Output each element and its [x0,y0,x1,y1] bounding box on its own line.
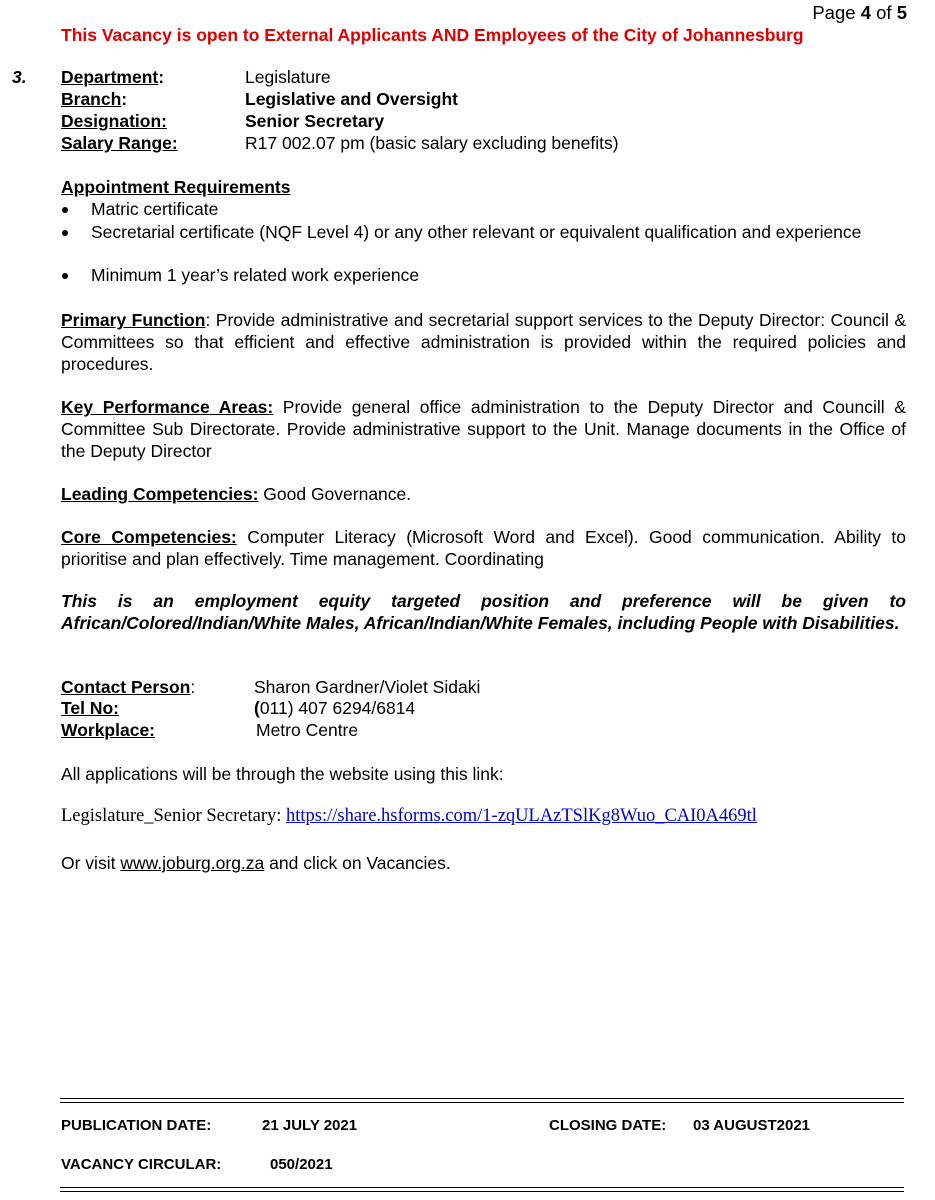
workplace-label: Workplace: [61,720,156,740]
applications-text: All applications will be through the website using this link: [61,764,504,784]
contact-person-value: Sharon Gardner/Violet Sidaki [254,677,481,697]
tel-label: Tel No: [61,698,120,718]
item-number: 3. [12,67,27,87]
leading-label: Leading Competencies: [61,484,259,504]
application-link-prefix: Legislature_Senior Secretary: [61,806,286,826]
designation-value: Senior Secretary [245,111,385,131]
department-label [61,67,164,88]
application-link-line [61,806,757,827]
visit-prefix: Or visit [61,853,121,873]
designation-label: Designation: [61,111,167,131]
page-current: 4 [860,2,871,23]
vacancy-circular-value: 050/2021 [270,1156,333,1173]
joburg-website-link[interactable]: www.joburg.org.za [120,853,265,873]
visit-suffix: and click on Vacancies. [264,853,451,873]
kpa-label: Key Performance Areas: [61,397,274,417]
page-of: of [876,2,892,23]
tel-value [254,698,415,719]
closing-date-value: 03 AUGUST2021 [693,1117,810,1134]
workplace-value: Metro Centre [256,720,359,740]
branch-label-text: Branch [61,89,122,109]
core-label: Core Competencies: [61,527,237,547]
primary-function-label: Primary Function [61,310,206,330]
closing-date-label: CLOSING DATE: [549,1117,667,1134]
vacancy-circular-label: VACANCY CIRCULAR: [61,1156,222,1173]
leading-text: Good Governance. [258,484,412,504]
footer-bottom-rule [60,1187,904,1188]
footer-bottom-rule-2 [60,1191,904,1192]
footer-top-rule [60,1098,904,1099]
application-link[interactable]: https://share.hsforms.com/1-zqULAzTSlKg8Wuo_CAI0A469tl [286,806,757,826]
tel-number: 011) 407 6294/6814 [259,698,416,718]
page-total: 5 [896,2,907,23]
equity-statement: This is an employment equity targeted position and preference will be given to African/Colored/Indian/White Males, African/Indian/White Females, including People with Disabilities. [61,591,906,633]
bullet-icon [62,273,68,279]
bullet-icon [62,207,68,213]
page-prefix: Page [812,2,856,23]
core-text: Computer Literacy (Microsoft Word and Excel). Good communication. Ability to prioritise and plan effectively. Time management. Coordinating [61,527,906,569]
requirements-heading: Appointment Requirements [61,177,291,197]
branch-label-colon: : [121,89,128,109]
tel-paren: ( [254,698,260,718]
department-label-colon: : [158,67,165,87]
publication-date-value: 21 JULY 2021 [262,1117,358,1134]
kpa-text: Provide general office administration to the Deputy Director and Councill & Committee Sub Directorate. Provide administrative support to the Unit. Manage documents in the Office of the Deputy Director [61,397,906,461]
publication-date-label: PUBLICATION DATE: [61,1117,212,1134]
contact-person-label-text: Contact Person [61,677,191,697]
contact-person-colon: : [190,677,196,697]
department-label-text: Department [61,67,159,87]
requirement-item: Secretarial certificate (NQF Level 4) or any other relevant or equivalent qualification and experience [91,222,862,242]
branch-value: Legislative and Oversight [245,89,458,109]
salary-label: Salary Range: [61,133,178,153]
footer-top-rule-2 [60,1102,904,1103]
contact-person-label [61,677,195,698]
branch-label [61,89,127,110]
leading-competencies [61,484,411,505]
requirement-item: Minimum 1 year’s related work experience [91,265,420,285]
vacancy-notice: This Vacancy is open to External Applicants AND Employees of the City of Johannesburg [61,25,804,45]
kpa-paragraph [61,396,906,462]
bullet-icon [62,230,68,236]
primary-function-text: : Provide administrative and secretarial support services to the Deputy Director: Council & Committees so that efficient and effective administration is provided within the required policies and procedures. [61,310,906,374]
page-number [812,2,907,24]
core-competencies [61,526,906,570]
visit-line [61,853,451,874]
requirement-item: Matric certificate [91,199,219,219]
primary-function-paragraph [61,309,906,375]
salary-value: R17 002.07 pm (basic salary excluding benefits) [245,133,619,153]
department-value: Legislature [245,67,331,87]
